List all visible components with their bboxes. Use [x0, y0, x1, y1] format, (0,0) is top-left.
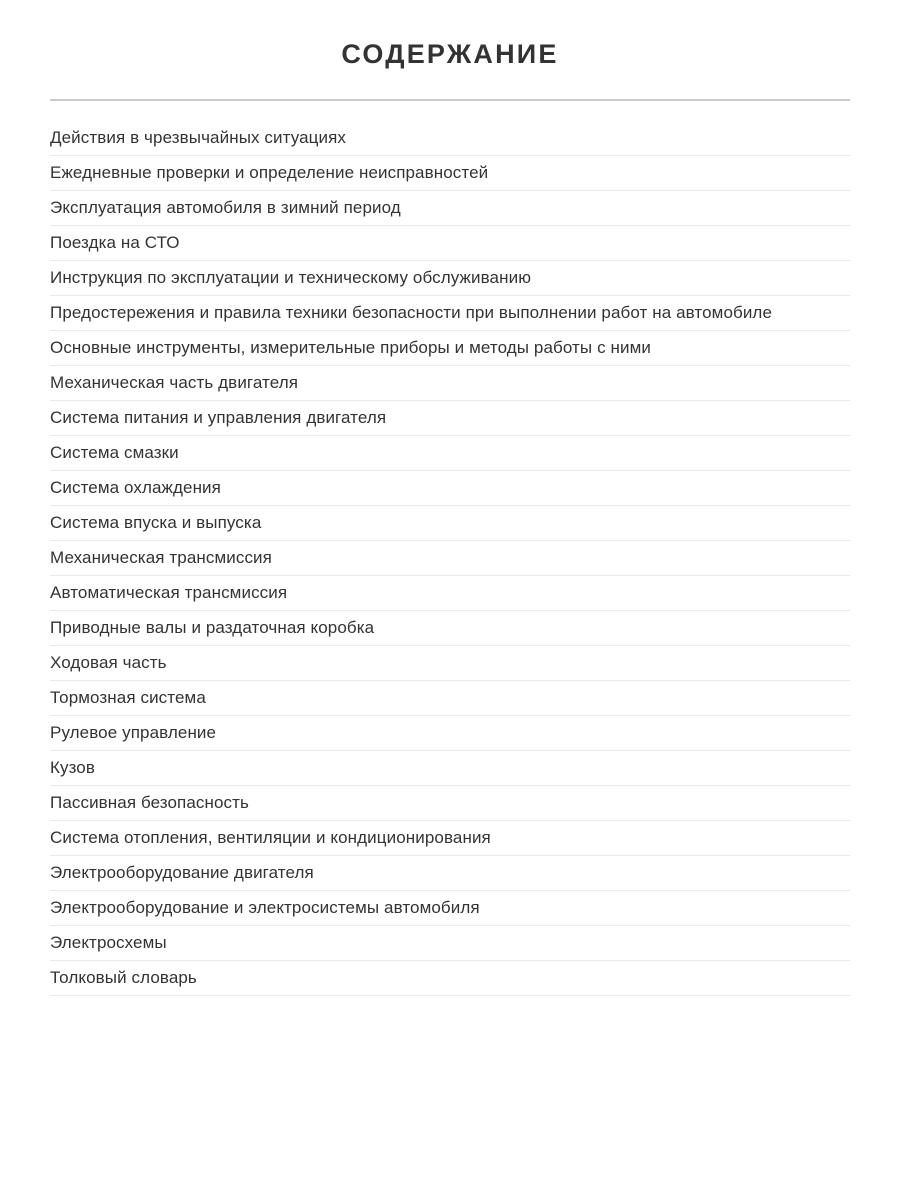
list-item-label: Действия в чрезвычайных ситуациях	[50, 128, 347, 147]
list-item[interactable]	[50, 646, 850, 681]
list-item[interactable]	[50, 541, 850, 576]
list-item[interactable]	[50, 681, 850, 716]
list-item[interactable]	[50, 226, 850, 261]
list-item[interactable]	[50, 576, 850, 611]
list-item[interactable]	[50, 331, 850, 366]
list-item-label: Ходовая часть	[50, 653, 167, 672]
list-item-label: Система отопления, вентиляции и кондиционирования	[50, 828, 491, 847]
list-item-label: Электросхемы	[50, 933, 167, 952]
list-item-label: Автоматическая трансмиссия	[50, 583, 288, 602]
list-item-label: Система впуска и выпуска	[50, 513, 262, 532]
list-item-label: Механическая часть двигателя	[50, 373, 299, 392]
list-item-label: Система смазки	[50, 443, 179, 462]
list-item[interactable]	[50, 751, 850, 786]
list-item[interactable]	[50, 296, 850, 331]
list-item[interactable]	[50, 401, 850, 436]
list-item[interactable]	[50, 856, 850, 891]
list-item-label: Пассивная безопасность	[50, 793, 250, 812]
list-item-label: Система питания и управления двигателя	[50, 408, 387, 427]
list-item-label: Предостережения и правила техники безопасности при выполнении работ на автомобиле	[50, 303, 772, 322]
list-item-label: Эксплуатация автомобиля в зимний период	[50, 198, 401, 217]
list-item[interactable]	[50, 926, 850, 961]
list-item-label: Приводные валы и раздаточная коробка	[50, 618, 375, 637]
list-item[interactable]	[50, 191, 850, 226]
list-item-label: Ежедневные проверки и определение неисправностей	[50, 163, 489, 182]
list-item[interactable]	[50, 821, 850, 856]
list-item-label: Рулевое управление	[50, 723, 217, 742]
list-item-label: Электрооборудование двигателя	[50, 863, 314, 882]
list-item[interactable]	[50, 716, 850, 751]
list-item[interactable]	[50, 506, 850, 541]
list-item[interactable]	[50, 156, 850, 191]
table-of-contents-list	[50, 121, 850, 996]
title-divider	[50, 99, 850, 101]
list-item-label: Инструкция по эксплуатации и техническому обслуживанию	[50, 268, 532, 287]
list-item-label: Кузов	[50, 758, 95, 777]
list-item[interactable]	[50, 121, 850, 156]
list-item[interactable]	[50, 366, 850, 401]
list-item[interactable]	[50, 891, 850, 926]
list-item[interactable]	[50, 436, 850, 471]
list-item-label: Поездка на СТО	[50, 233, 180, 252]
list-item-label: Толковый словарь	[50, 968, 197, 987]
list-item-label: Основные инструменты, измерительные приборы и методы работы с ними	[50, 338, 651, 357]
list-item[interactable]	[50, 786, 850, 821]
list-item-label: Система охлаждения	[50, 478, 221, 497]
list-item[interactable]	[50, 471, 850, 506]
list-item-label: Механическая трансмиссия	[50, 548, 272, 567]
list-item[interactable]	[50, 611, 850, 646]
list-item[interactable]	[50, 261, 850, 296]
list-item-label: Тормозная система	[50, 688, 206, 707]
page-title: СОДЕРЖАНИЕ	[341, 39, 559, 69]
list-item-label: Электрооборудование и электросистемы автомобиля	[50, 898, 480, 917]
list-item[interactable]	[50, 961, 850, 996]
